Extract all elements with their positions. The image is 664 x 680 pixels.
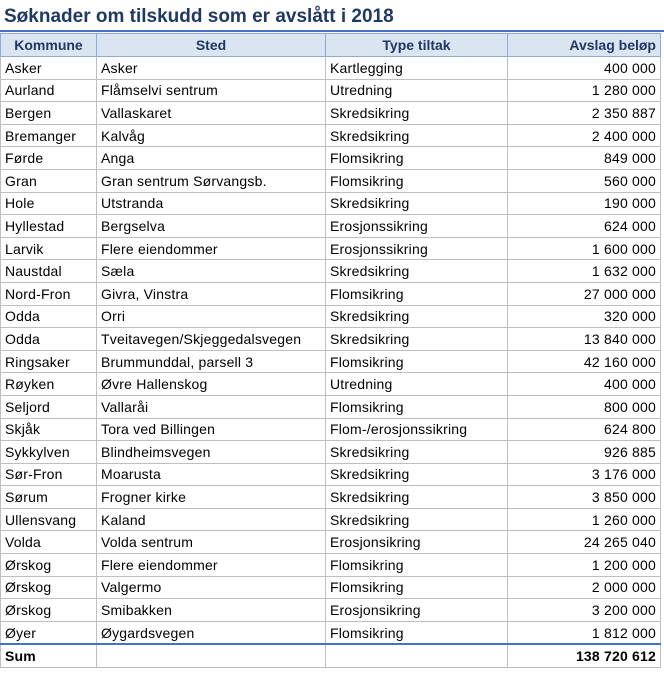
table-row: [1, 237, 661, 260]
cell-avslag-belop: 400 000: [508, 57, 661, 80]
cell-kommune: Gran: [1, 169, 97, 192]
cell-type-tiltak: Skredsikring: [326, 124, 508, 147]
table-row: [1, 305, 661, 328]
cell-avslag-belop: 27 000 000: [508, 282, 661, 305]
cell-kommune: Bergen: [1, 102, 97, 125]
header-row: [1, 34, 661, 57]
cell-avslag-belop: 3 176 000: [508, 463, 661, 486]
cell-type-tiltak: Skredsikring: [326, 328, 508, 351]
cell-kommune: Odda: [1, 305, 97, 328]
cell-type-tiltak: Skredsikring: [326, 102, 508, 125]
cell-type-tiltak: Flomsikring: [326, 621, 508, 644]
sum-row: [1, 644, 661, 667]
table-row: [1, 350, 661, 373]
cell-kommune: Naustdal: [1, 260, 97, 283]
cell-kommune: Øyer: [1, 621, 97, 644]
cell-sted: Utstranda: [97, 192, 326, 215]
cell-type-tiltak: Flom-/erosjonssikring: [326, 418, 508, 441]
cell-avslag-belop: 3 200 000: [508, 599, 661, 622]
cell-avslag-belop: 624 000: [508, 215, 661, 238]
cell-avslag-belop: 1 812 000: [508, 621, 661, 644]
table-row: [1, 576, 661, 599]
table-row: [1, 102, 661, 125]
cell-sted: Vallaråi: [97, 395, 326, 418]
cell-type-tiltak: Skredsikring: [326, 305, 508, 328]
cell-type-tiltak: Flomsikring: [326, 282, 508, 305]
cell-sted: Sæla: [97, 260, 326, 283]
cell-kommune: Asker: [1, 57, 97, 80]
cell-sted: Øygardsvegen: [97, 621, 326, 644]
cell-sted: Givra, Vinstra: [97, 282, 326, 305]
cell-type-tiltak: Erosjonssikring: [326, 215, 508, 238]
cell-kommune: Skjåk: [1, 418, 97, 441]
cell-avslag-belop: 320 000: [508, 305, 661, 328]
cell-type-tiltak: Erosjonssikring: [326, 237, 508, 260]
sum-empty-cell: [97, 644, 326, 667]
cell-kommune: Ørskog: [1, 576, 97, 599]
cell-sted: Anga: [97, 147, 326, 170]
cell-sted: Smibakken: [97, 599, 326, 622]
cell-avslag-belop: 400 000: [508, 373, 661, 396]
cell-kommune: Volda: [1, 531, 97, 554]
cell-kommune: Røyken: [1, 373, 97, 396]
cell-type-tiltak: Erosjonsikring: [326, 531, 508, 554]
table-row: [1, 260, 661, 283]
cell-type-tiltak: Kartlegging: [326, 57, 508, 80]
table-row: [1, 169, 661, 192]
cell-sted: Øvre Hallenskog: [97, 373, 326, 396]
cell-type-tiltak: Skredsikring: [326, 463, 508, 486]
table-row: [1, 373, 661, 396]
title-divider: [0, 30, 664, 32]
table-row: [1, 215, 661, 238]
cell-avslag-belop: 1 280 000: [508, 79, 661, 102]
cell-avslag-belop: 190 000: [508, 192, 661, 215]
cell-avslag-belop: 1 600 000: [508, 237, 661, 260]
cell-avslag-belop: 1 200 000: [508, 554, 661, 577]
table-row: [1, 418, 661, 441]
sum-value: 138 720 612: [508, 644, 661, 667]
cell-sted: Vallaskaret: [97, 102, 326, 125]
cell-sted: Kalvåg: [97, 124, 326, 147]
cell-type-tiltak: Skredsikring: [326, 486, 508, 509]
cell-type-tiltak: Erosjonsikring: [326, 599, 508, 622]
cell-type-tiltak: Flomsikring: [326, 169, 508, 192]
cell-kommune: Sørum: [1, 486, 97, 509]
sum-label: Sum: [1, 644, 97, 667]
table-row: [1, 486, 661, 509]
header-avslag-belop: Avslag beløp: [508, 34, 661, 57]
table-row: [1, 508, 661, 531]
table-row: [1, 395, 661, 418]
cell-kommune: Sykkylven: [1, 441, 97, 464]
sum-empty-cell: [326, 644, 508, 667]
cell-sted: Volda sentrum: [97, 531, 326, 554]
cell-avslag-belop: 24 265 040: [508, 531, 661, 554]
table-row: [1, 531, 661, 554]
table-row: [1, 554, 661, 577]
table-row: [1, 328, 661, 351]
cell-sted: Flåmselvi sentrum: [97, 79, 326, 102]
cell-avslag-belop: 849 000: [508, 147, 661, 170]
cell-avslag-belop: 2 400 000: [508, 124, 661, 147]
cell-type-tiltak: Skredsikring: [326, 260, 508, 283]
cell-kommune: Sør-Fron: [1, 463, 97, 486]
cell-type-tiltak: Flomsikring: [326, 395, 508, 418]
cell-kommune: Aurland: [1, 79, 97, 102]
cell-sted: Tveitavegen/Skjeggedalsvegen: [97, 328, 326, 351]
table-row: [1, 79, 661, 102]
table-row: [1, 282, 661, 305]
cell-type-tiltak: Utredning: [326, 373, 508, 396]
cell-kommune: Ringsaker: [1, 350, 97, 373]
cell-kommune: Ullensvang: [1, 508, 97, 531]
table-row: [1, 147, 661, 170]
cell-type-tiltak: Skredsikring: [326, 508, 508, 531]
cell-avslag-belop: 3 850 000: [508, 486, 661, 509]
cell-kommune: Seljord: [1, 395, 97, 418]
grants-table: [0, 33, 661, 668]
cell-sted: Flere eiendommer: [97, 554, 326, 577]
cell-avslag-belop: 2 350 887: [508, 102, 661, 125]
cell-type-tiltak: Flomsikring: [326, 554, 508, 577]
table-row: [1, 441, 661, 464]
cell-sted: Gran sentrum Sørvangsb.: [97, 169, 326, 192]
table-body: [1, 57, 661, 645]
cell-sted: Moarusta: [97, 463, 326, 486]
cell-sted: Flere eiendommer: [97, 237, 326, 260]
table-row: [1, 621, 661, 644]
cell-type-tiltak: Flomsikring: [326, 350, 508, 373]
table-row: [1, 192, 661, 215]
header-sted: Sted: [97, 34, 326, 57]
cell-sted: Kaland: [97, 508, 326, 531]
cell-type-tiltak: Flomsikring: [326, 576, 508, 599]
cell-sted: Brummunddal, parsell 3: [97, 350, 326, 373]
cell-type-tiltak: Skredsikring: [326, 441, 508, 464]
cell-kommune: Hole: [1, 192, 97, 215]
cell-sted: Tora ved Billingen: [97, 418, 326, 441]
cell-sted: Orri: [97, 305, 326, 328]
cell-avslag-belop: 926 885: [508, 441, 661, 464]
cell-sted: Bergselva: [97, 215, 326, 238]
cell-type-tiltak: Utredning: [326, 79, 508, 102]
table-row: [1, 599, 661, 622]
cell-kommune: Bremanger: [1, 124, 97, 147]
table-row: [1, 57, 661, 80]
cell-avslag-belop: 42 160 000: [508, 350, 661, 373]
cell-type-tiltak: Flomsikring: [326, 147, 508, 170]
cell-kommune: Ørskog: [1, 554, 97, 577]
cell-sted: Blindheimsvegen: [97, 441, 326, 464]
cell-avslag-belop: 2 000 000: [508, 576, 661, 599]
table-row: [1, 124, 661, 147]
cell-avslag-belop: 624 800: [508, 418, 661, 441]
cell-kommune: Odda: [1, 328, 97, 351]
cell-type-tiltak: Skredsikring: [326, 192, 508, 215]
cell-kommune: Nord-Fron: [1, 282, 97, 305]
cell-kommune: Ørskog: [1, 599, 97, 622]
cell-avslag-belop: 560 000: [508, 169, 661, 192]
cell-kommune: Larvik: [1, 237, 97, 260]
page-title: Søknader om tilskudd som er avslått i 2018: [4, 6, 394, 27]
cell-avslag-belop: 13 840 000: [508, 328, 661, 351]
cell-avslag-belop: 1 260 000: [508, 508, 661, 531]
cell-kommune: Førde: [1, 147, 97, 170]
cell-kommune: Hyllestad: [1, 215, 97, 238]
table-row: [1, 463, 661, 486]
cell-avslag-belop: 800 000: [508, 395, 661, 418]
header-type-tiltak: Type tiltak: [326, 34, 508, 57]
cell-sted: Frogner kirke: [97, 486, 326, 509]
header-kommune: Kommune: [1, 34, 97, 57]
cell-avslag-belop: 1 632 000: [508, 260, 661, 283]
cell-sted: Asker: [97, 57, 326, 80]
cell-sted: Valgermo: [97, 576, 326, 599]
